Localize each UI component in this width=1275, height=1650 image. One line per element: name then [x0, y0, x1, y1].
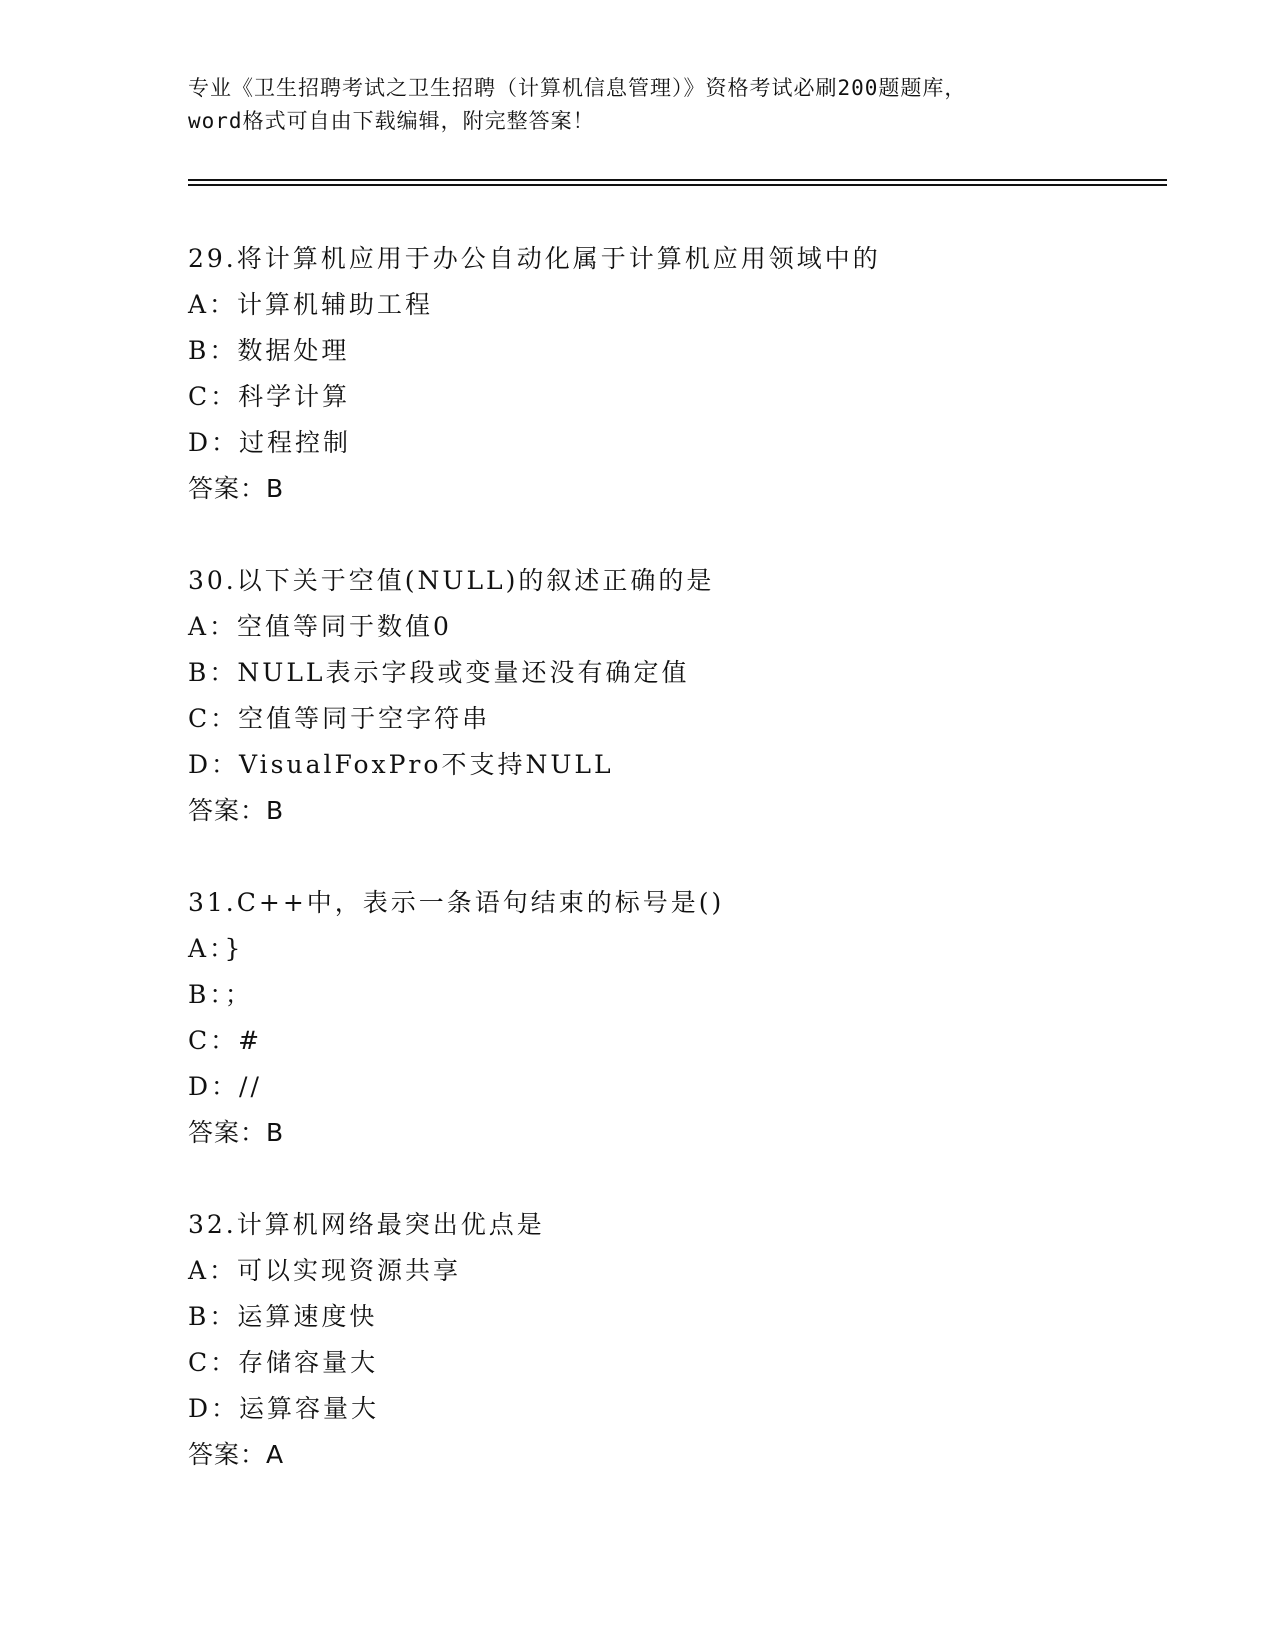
- option-a: A：空值等同于数值0: [188, 612, 452, 641]
- question-30: [188, 558, 1188, 834]
- option-d: D：运算容量大: [188, 1394, 380, 1423]
- option-b: B：数据处理: [188, 336, 350, 365]
- header-divider-bottom: [188, 184, 1167, 186]
- question-31: [188, 880, 1188, 1156]
- question-stem: 30.以下关于空值(NULL)的叙述正确的是: [188, 566, 715, 595]
- option-b: B：；: [188, 980, 253, 1009]
- header-divider-top: [188, 179, 1167, 181]
- option-d: D：VisualFoxPro不支持NULL: [188, 750, 614, 779]
- answer-line: 答案：B: [188, 474, 285, 503]
- answer-line: 答案：A: [188, 1440, 285, 1469]
- option-d: D：过程控制: [188, 428, 352, 457]
- option-c: C：空值等同于空字符串: [188, 704, 491, 733]
- header-line-2: word格式可自由下载编辑，附完整答案！: [188, 109, 595, 133]
- option-a: A：计算机辅助工程: [188, 290, 434, 319]
- answer-line: 答案：B: [188, 796, 285, 825]
- option-b: B：运算速度快: [188, 1302, 378, 1331]
- document-header: [188, 72, 1088, 138]
- option-c: C：存储容量大: [188, 1348, 379, 1377]
- option-a: A：可以实现资源共享: [188, 1256, 462, 1285]
- answer-line: 答案：B: [188, 1118, 285, 1147]
- option-d: D：//: [188, 1072, 262, 1101]
- question-stem: 29.将计算机应用于办公自动化属于计算机应用领域中的: [188, 244, 881, 273]
- option-c: C：科学计算: [188, 382, 351, 411]
- option-a: A：}: [188, 934, 244, 963]
- question-stem: 32.计算机网络最突出优点是: [188, 1210, 545, 1239]
- option-b: B：NULL表示字段或变量还没有确定值: [188, 658, 690, 687]
- question-29: [188, 236, 1188, 512]
- question-32: [188, 1202, 1188, 1478]
- header-line-1: 专业《卫生招聘考试之卫生招聘（计算机信息管理）》资格考试必刷200题题库，: [188, 76, 967, 100]
- question-stem: 31.C++中，表示一条语句结束的标号是(): [188, 888, 725, 917]
- option-c: C：#: [188, 1026, 263, 1055]
